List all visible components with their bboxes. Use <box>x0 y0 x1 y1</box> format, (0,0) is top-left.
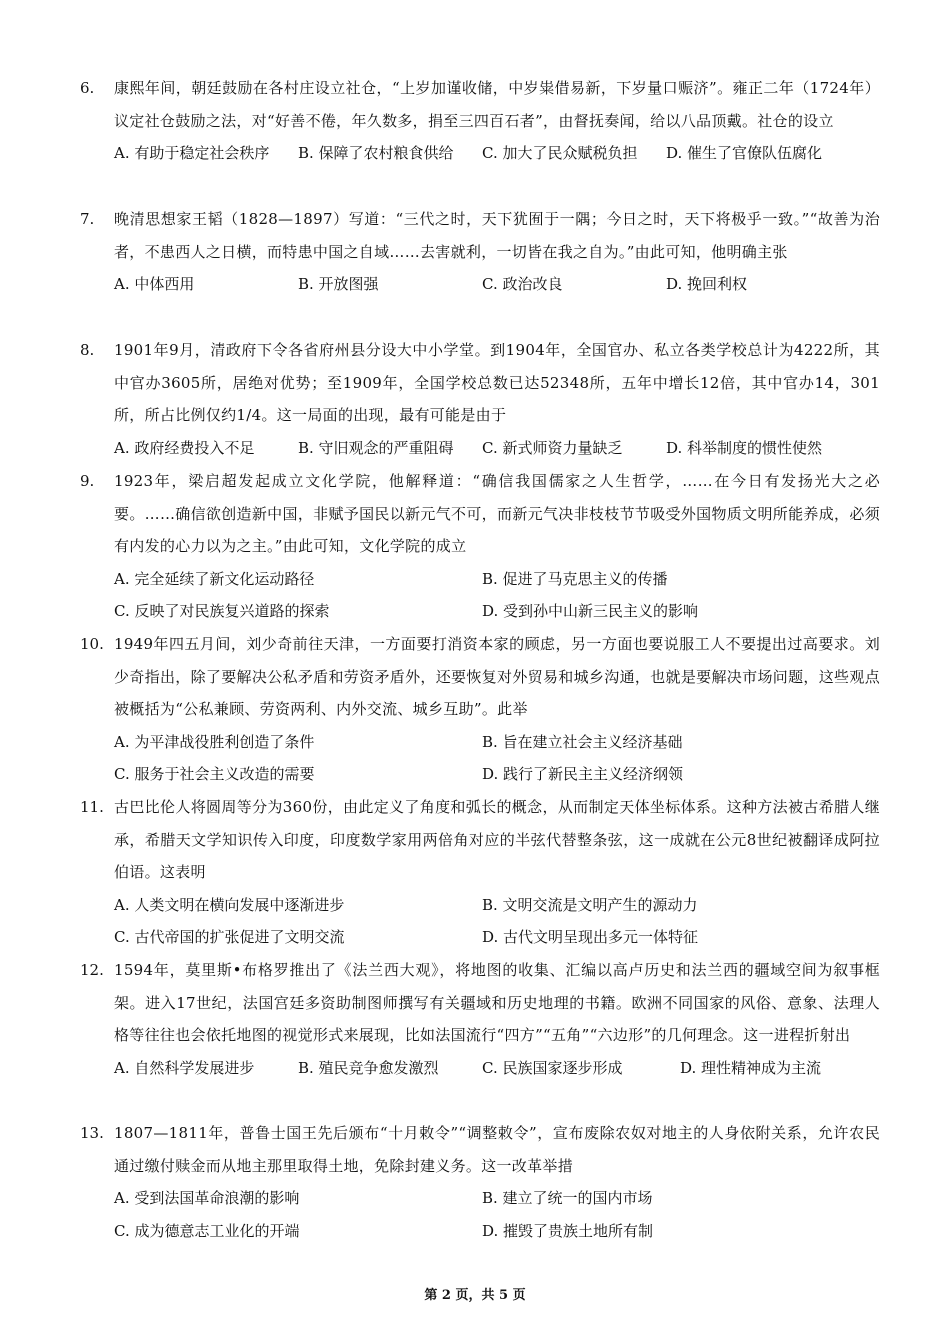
option-c: C. 民族国家逐步形成 <box>482 1058 623 1077</box>
option-d: D. 受到孙中山新三民主义的影响 <box>482 602 699 620</box>
option-d: D. 催生了官僚队伍腐化 <box>666 144 823 162</box>
question-6 <box>80 72 880 170</box>
question-stem: 1901年9月，清政府下令各省府州县分设大中小学堂。到1904年，全国官办、私立各类学校总计为4222所，其中官办3605所，居绝对优势；至1909年，全国学校总数已达52348所，五年中增长12倍，其中官办14，301所，所占比例仅约1/4。这一局面的出现，最有可能是由于 <box>114 341 880 424</box>
options-row <box>114 268 880 301</box>
question-number: 12. <box>80 961 104 979</box>
question-stem: 1594年，莫里斯•布格罗推出了《法兰西大观》，将地图的收集、汇编以高卢历史和法兰西的疆域空间为叙事框架。进入17世纪，法国宫廷多资助制图师撰写有关疆域和历史地理的书籍。欧洲不同国家的风俗、意象、法理人格等往往也会依托地图的视觉形式来展现，比如法国流行“四方”“五角”“六边形”的几何理念。这一进程折射出 <box>114 961 880 1044</box>
option-b: B. 促进了马克思主义的传播 <box>482 569 668 588</box>
options-row <box>114 1052 880 1085</box>
question-stem: 康熙年间，朝廷鼓励在各村庄设立社仓，“上岁加谨收储，中岁粜借易新，下岁量口赈济”。雍正二年（1724年）议定社仓鼓励之法，对“好善不倦，年久数多，捐至三四百石者”，由督抚奏闻，给以八品顶戴。社仓的设立 <box>114 79 880 130</box>
option-a: A. 为平津战役胜利创造了条件 <box>114 732 315 751</box>
question-11 <box>80 791 880 954</box>
option-c: C. 成为德意志工业化的开端 <box>114 1221 300 1240</box>
options-grid <box>114 726 880 791</box>
option-a: A. 政府经费投入不足 <box>114 438 255 457</box>
option-b: B. 保障了农村粮食供给 <box>298 144 454 162</box>
question-stem: 古巴比伦人将圆周等分为360份，由此定义了角度和弧长的概念，从而制定天体坐标体系。这种方法被古希腊人继承，希腊天文学知识传入印度，印度数学家用两倍角对应的半弦代替整条弦，这一成就在公元8世纪被翻译成阿拉伯语。这表明 <box>114 798 880 881</box>
question-number: 6. <box>80 79 95 97</box>
option-a: A. 人类文明在横向发展中逐渐进步 <box>114 895 345 914</box>
question-8 <box>80 334 880 464</box>
option-c: C. 加大了民众赋税负担 <box>482 144 638 162</box>
question-7 <box>80 203 880 301</box>
option-d: D. 摧毁了贵族土地所有制 <box>482 1221 654 1240</box>
question-number: 9. <box>80 472 95 490</box>
option-a: A. 自然科学发展进步 <box>114 1058 255 1077</box>
option-c: C. 古代帝国的扩张促进了文明交流 <box>114 928 345 946</box>
option-c: C. 政治改良 <box>482 275 563 293</box>
option-a: A. 中体西用 <box>114 275 195 293</box>
question-12 <box>80 954 880 1084</box>
options-grid <box>114 889 880 954</box>
option-b: B. 守旧观念的严重阻碍 <box>298 438 454 457</box>
option-a: A. 有助于稳定社会秩序 <box>114 144 270 162</box>
options-grid <box>114 563 880 628</box>
question-stem: 晚清思想家王韬（1828—1897）写道：“三代之时，天下犹囿于一隅；今日之时，天下将极乎一致。”“故善为治者，不患西人之日横，而特患中国之自域……去害就利，一切皆在我之自为。”由此可知，他明确主张 <box>114 210 880 261</box>
option-b: B. 建立了统一的国内市场 <box>482 1189 653 1207</box>
question-stem: 1949年四五月间，刘少奇前往天津，一方面要打消资本家的顾虑，另一方面也要说服工人不要提出过高要求。刘少奇指出，除了要解决公私矛盾和劳资矛盾外，还要恢复对外贸易和城乡沟通，也就是要解决市场问题，这些观点被概括为“公私兼顾、劳资两利、内外交流、城乡互助”。此举 <box>114 635 880 718</box>
page-footer: 第 2 页，共 5 页 <box>424 1288 526 1303</box>
question-9 <box>80 465 880 628</box>
question-10 <box>80 628 880 791</box>
option-b: B. 开放图强 <box>298 275 379 293</box>
option-d: D. 践行了新民主主义经济纲领 <box>482 765 684 783</box>
option-c: C. 反映了对民族复兴道路的探索 <box>114 602 330 620</box>
option-d: D. 古代文明呈现出多元一体特征 <box>482 928 699 946</box>
question-number: 10. <box>80 635 104 653</box>
question-number: 8. <box>80 341 95 359</box>
question-number: 13. <box>80 1124 104 1142</box>
option-b: B. 殖民竞争愈发激烈 <box>298 1058 439 1077</box>
option-a: A. 完全延续了新文化运动路径 <box>114 569 315 588</box>
question-number: 11. <box>80 798 104 816</box>
option-d: D. 科举制度的惯性使然 <box>666 438 823 457</box>
options-row <box>114 432 880 465</box>
option-b: B. 旨在建立社会主义经济基础 <box>482 732 683 751</box>
question-number: 7. <box>80 210 95 228</box>
option-d: D. 理性精神成为主流 <box>680 1058 822 1077</box>
option-b: B. 文明交流是文明产生的源动力 <box>482 895 698 914</box>
question-13 <box>80 1117 880 1247</box>
question-stem: 1923年，梁启超发起成立文化学院，他解释道：“确信我国儒家之人生哲学，……在今日有发扬光大之必要。……确信欲创造新中国，非赋予国民以新元气不可，而新元气决非枝枝节节吸受外国物质文明所能养成，必须有内发的心力以为之主。”由此可知，文化学院的成立 <box>114 472 880 555</box>
option-c: C. 新式师资力量缺乏 <box>482 438 623 457</box>
option-d: D. 挽回利权 <box>666 275 748 293</box>
option-c: C. 服务于社会主义改造的需要 <box>114 765 315 783</box>
options-grid <box>114 1182 880 1247</box>
option-a: A. 受到法国革命浪潮的影响 <box>114 1189 300 1207</box>
options-row <box>114 137 880 170</box>
question-stem: 1807—1811年，普鲁士国王先后颁布“十月敕令”“调整敕令”，宣布废除农奴对地主的人身依附关系，允许农民通过缴付赎金而从地主那里取得土地，免除封建义务。这一改革举措 <box>114 1124 880 1175</box>
